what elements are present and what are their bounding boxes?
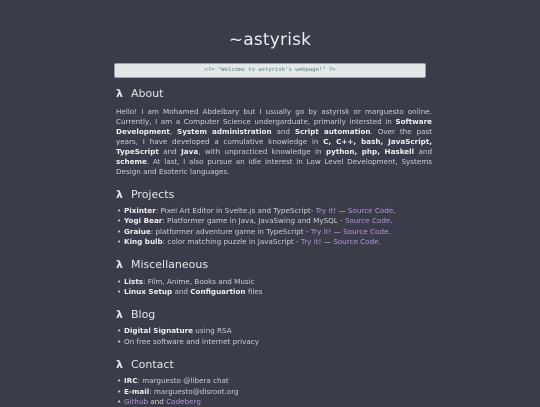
list-item: • Digital Signature using RSA — [124, 326, 432, 336]
blog-list — [116, 326, 432, 347]
irc-label: IRC — [124, 376, 138, 386]
lambda-icon: λ — [116, 307, 123, 321]
try-it-link[interactable]: Try it! — [310, 226, 332, 236]
configuration-link[interactable]: Configuartion — [190, 287, 246, 297]
project-name: Graiue — [124, 226, 151, 236]
project-name: King bulb — [124, 237, 163, 247]
list-item — [124, 337, 432, 347]
contact-heading — [116, 356, 432, 372]
source-code-link[interactable]: Source Code — [333, 237, 379, 247]
about-heading — [116, 85, 432, 101]
list-item: • Linux Setup and Configuartion files — [124, 287, 432, 297]
lists-link[interactable]: Lists — [124, 276, 144, 286]
welcome-banner: <?= "Welcome to astyrisk's webpage!" ?> — [114, 63, 426, 78]
project-item-graiue: • Graiue: platformer adventure game in TypeScript - Try it! — Source Code. — [124, 227, 432, 237]
blog-heading — [116, 306, 432, 322]
codeberg-link[interactable]: Codeberg — [166, 397, 201, 407]
lambda-icon: λ — [116, 357, 123, 371]
projects-list — [116, 206, 432, 248]
try-it-link[interactable]: Try it! — [315, 206, 337, 215]
contact-heading-label: Contact — [130, 357, 174, 371]
about-section — [116, 85, 432, 177]
contact-section — [116, 356, 432, 407]
contact-list — [116, 376, 432, 407]
project-name: Pixinter — [124, 206, 156, 215]
misc-heading-label: Miscellaneous — [130, 258, 209, 272]
list-item: • Github and Codeberg — [124, 397, 432, 407]
list-item: • Lists: Film, Anime, Books and Music — [124, 277, 432, 287]
list-item: • IRC: marguesto @libera chat — [124, 376, 432, 386]
projects-heading — [116, 186, 432, 202]
lambda-icon: λ — [116, 258, 123, 272]
misc-heading — [116, 257, 432, 273]
source-code-link[interactable]: Source Code — [344, 216, 391, 226]
lambda-icon: λ — [116, 187, 123, 201]
project-item-yogi-bear: • Yogi Bear: Platformer game in Java, JavaSwing and MySQL - Source Code. — [124, 216, 432, 226]
linux-setup-link[interactable]: Linux Setup — [124, 287, 173, 297]
misc-section — [116, 257, 432, 298]
about-paragraph: Hello! I am Mohamed Abdelbary but I usually go by astyrisk or marguesto online. Currently, I am a Computer Science undergarduate, primarily intersted in Software Development, System administration and Script automation. Over the past years, I have developed a cumulative knowledge in C, C++, bash, JavaScript, TypeScript and Java, with unpracticed knowledge in python, php, Haskell and scheme. At last, I also pursue an idle interest in Low Level Development, Systems Design and Esoteric languages. — [116, 107, 433, 176]
project-item-pixinter: • Pixinter: Pixel Art Editor in Svelte.js and TypeScript- Try it! — Source Code. — [124, 206, 432, 216]
site-title: ~astyrisk — [228, 30, 312, 50]
github-link[interactable]: Github — [124, 397, 149, 407]
source-code-link[interactable]: Source Code — [347, 206, 394, 215]
digital-signature-link[interactable]: Digital Signature — [124, 326, 194, 336]
blog-heading-label: Blog — [130, 307, 156, 321]
free-software-post-link[interactable]: On free software and internet privacy — [124, 336, 259, 346]
lambda-icon: λ — [116, 86, 123, 100]
list-item: • E-mail: marguesto@disroot.org — [124, 387, 432, 397]
misc-list — [116, 277, 432, 298]
blog-section — [116, 306, 432, 347]
project-name: Yogi Bear — [124, 216, 163, 226]
about-heading-label: About — [130, 86, 164, 100]
projects-heading-label: Projects — [130, 187, 175, 201]
source-code-link[interactable]: Source Code — [343, 226, 389, 236]
projects-section — [116, 186, 432, 248]
try-it-link[interactable]: Try it! — [300, 237, 322, 247]
project-item-king-bulb: • King bulb: color matching puzzle in JavaScript - Try it! — Source Code. — [124, 237, 432, 247]
main-content — [116, 85, 432, 407]
email-label: E-mail — [124, 386, 150, 396]
